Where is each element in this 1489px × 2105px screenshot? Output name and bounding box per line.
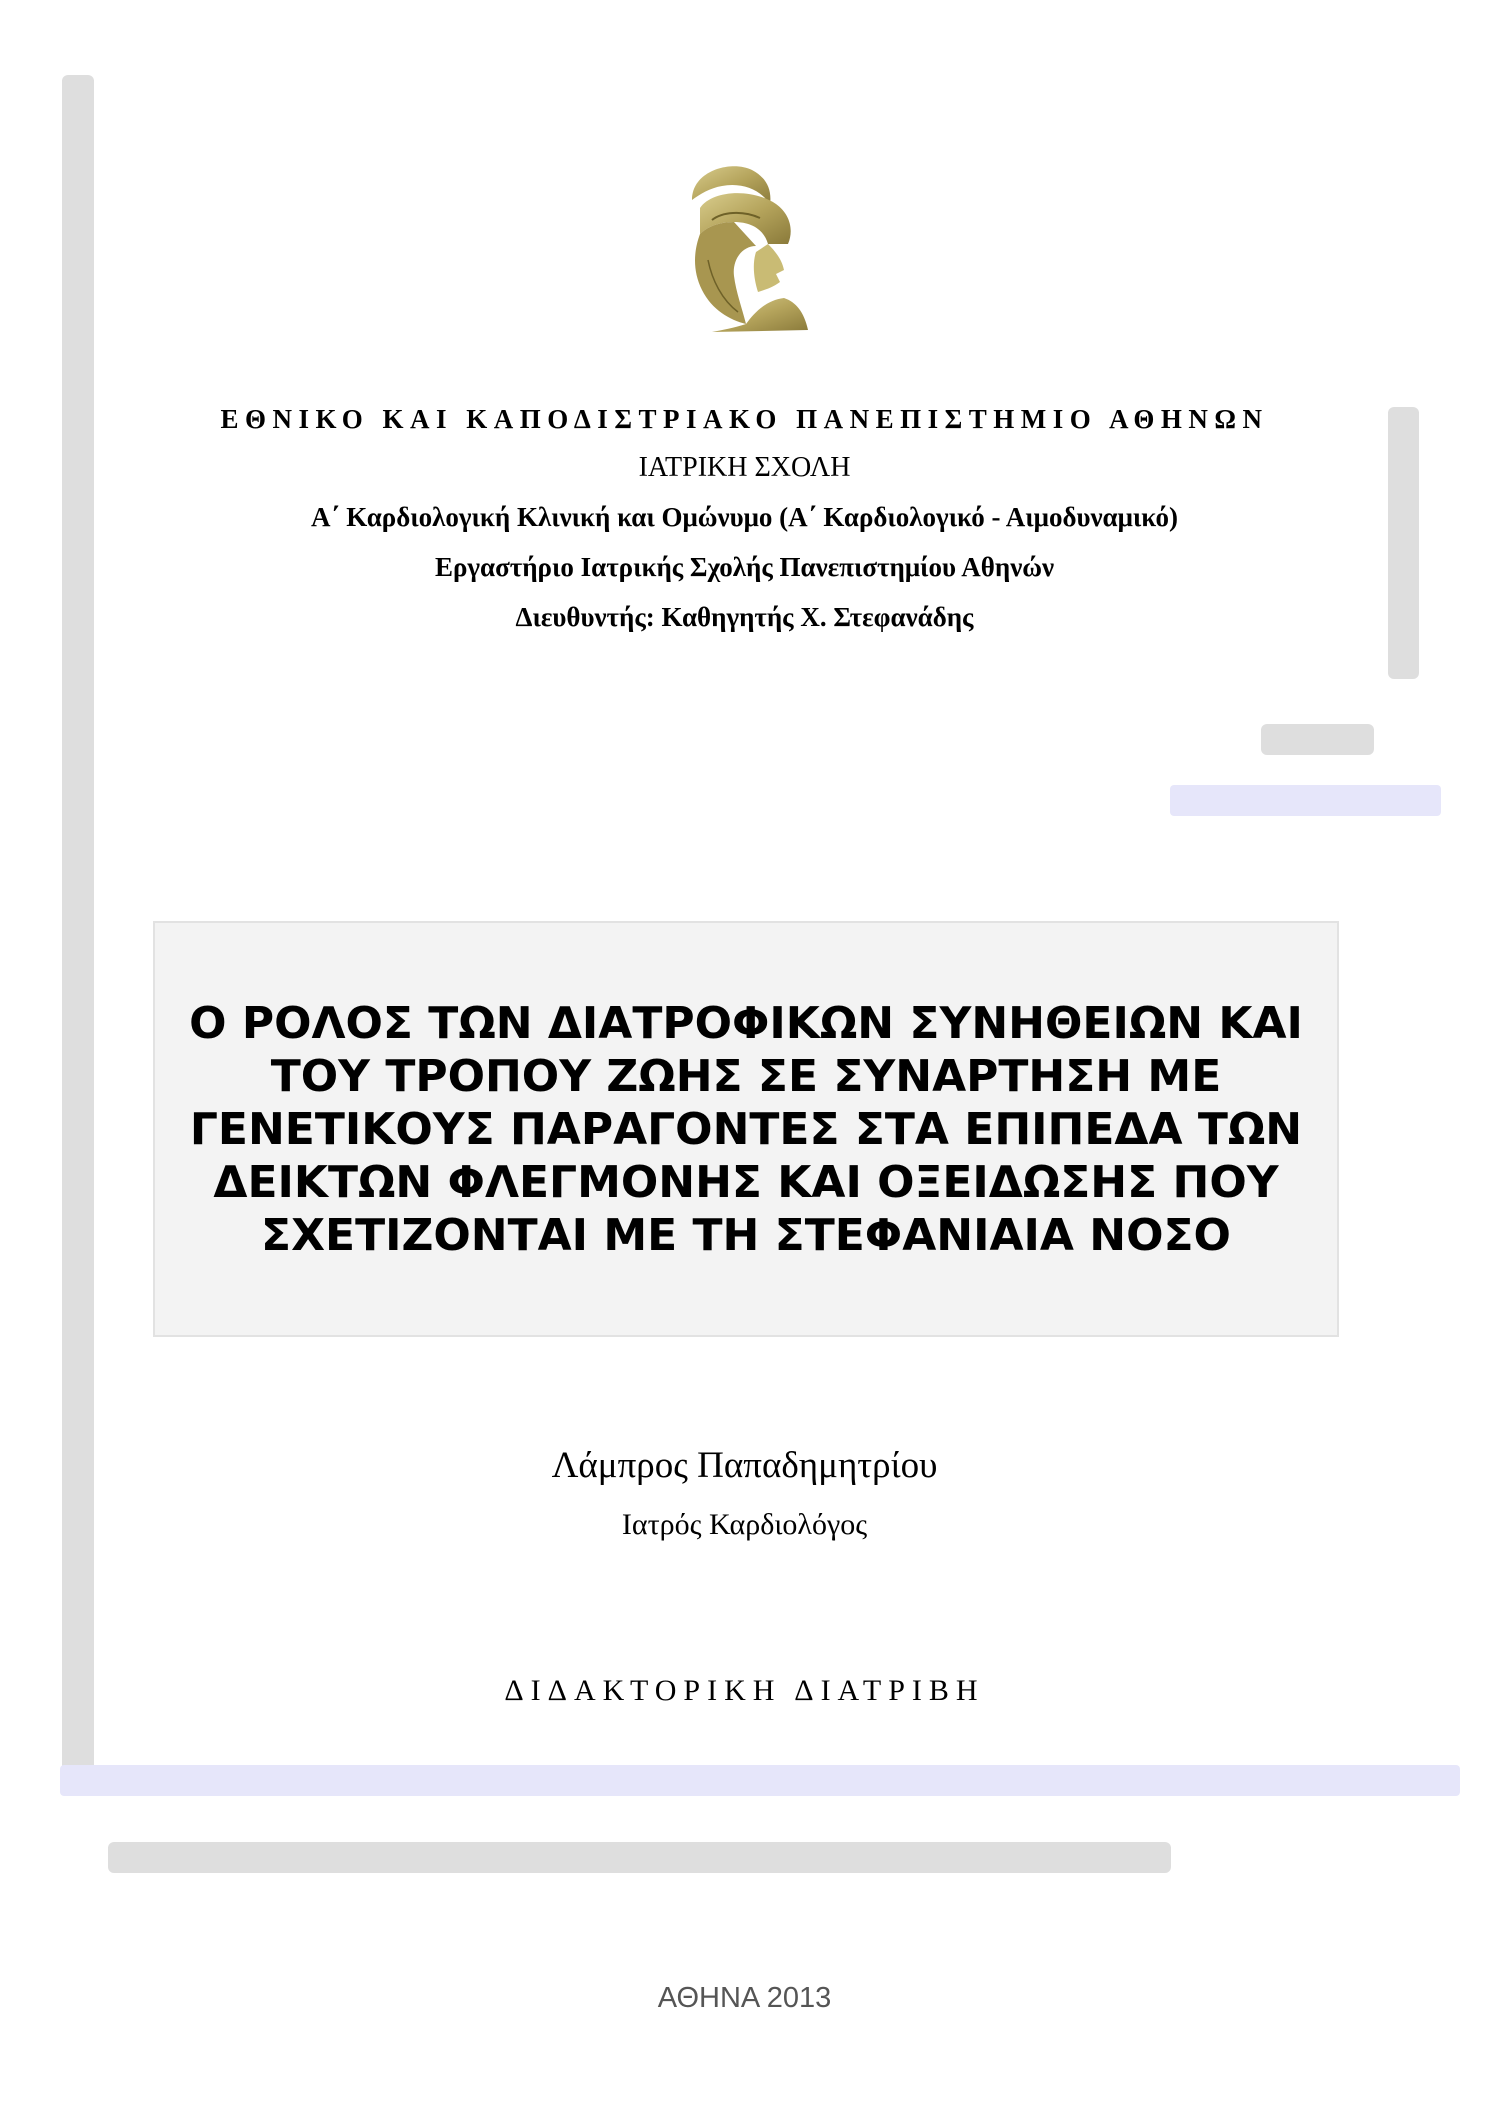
bottom-highlight-bar	[60, 1765, 1460, 1796]
athena-head-emblem-icon	[672, 160, 814, 336]
thesis-title-line: ΔΕΙΚΤΩΝ ΦΛΕΓΜΟΝΗΣ ΚΑΙ ΟΞΕΙΔΩΣΗΣ ΠΟΥ	[213, 1156, 1279, 1208]
university-name: ΕΘΝΙΚΟ ΚΑΙ ΚΑΠΟΔΙΣΤΡΙΑΚΟ ΠΑΝΕΠΙΣΤΗΜΙΟ ΑΘΗΝΩΝ	[220, 404, 1269, 434]
thesis-title-line: Ο ΡΟΛΟΣ ΤΩΝ ΔΙΑΤΡΟΦΙΚΩΝ ΣΥΝΗΘΕΙΩΝ ΚΑΙ	[189, 997, 1303, 1049]
thesis-title-line: ΤΟΥ ΤΡΟΠΟΥ ΖΩΗΣ ΣΕ ΣΥΝΑΡΤΗΣΗ ΜΕ	[270, 1050, 1222, 1102]
author-role: Ιατρός Καρδιολόγος	[621, 1508, 868, 1541]
clinic-name: Α΄ Καρδιολογική Κλινική και Ομώνυμο (Α΄ Καρδιολογικό - Αιμοδυναμικό)	[310, 502, 1178, 532]
right-highlight-bar	[1170, 785, 1441, 816]
lab-name: Εργαστήριο Ιατρικής Σχολής Πανεπιστημίου Αθηνών	[434, 552, 1055, 582]
director-line: Διευθυντής: Καθηγητής Χ. Στεφανάδης	[515, 602, 974, 632]
school-name: ΙΑΤΡΙΚΗ ΣΧΟΛΗ	[638, 452, 851, 483]
thesis-title-box	[153, 921, 1339, 1337]
author-name: Λάμπρος Παπαδημητρίου	[551, 1445, 938, 1486]
place-year: ΑΘΗΝΑ 2013	[657, 1982, 832, 2014]
thesis-title-line: ΣΧΕΤΙΖΟΝΤΑΙ ΜΕ ΤΗ ΣΤΕΦΑΝΙΑΙΑ ΝΟΣΟ	[261, 1209, 1231, 1261]
thesis-title	[176, 997, 1316, 1262]
right-small-bar	[1261, 724, 1374, 755]
thesis-title-line: ΓΕΝΕΤΙΚΟΥΣ ΠΑΡΑΓΟΝΤΕΣ ΣΤΑ ΕΠΙΠΕΔΑ ΤΩΝ	[189, 1103, 1303, 1155]
right-vertical-bar	[1388, 407, 1419, 679]
university-logo	[672, 160, 814, 336]
document-type: ΔΙΔΑΚΤΟΡΙΚΗ ΔΙΑΤΡΙΒΗ	[504, 1674, 985, 1707]
bottom-grey-bar	[108, 1842, 1171, 1873]
